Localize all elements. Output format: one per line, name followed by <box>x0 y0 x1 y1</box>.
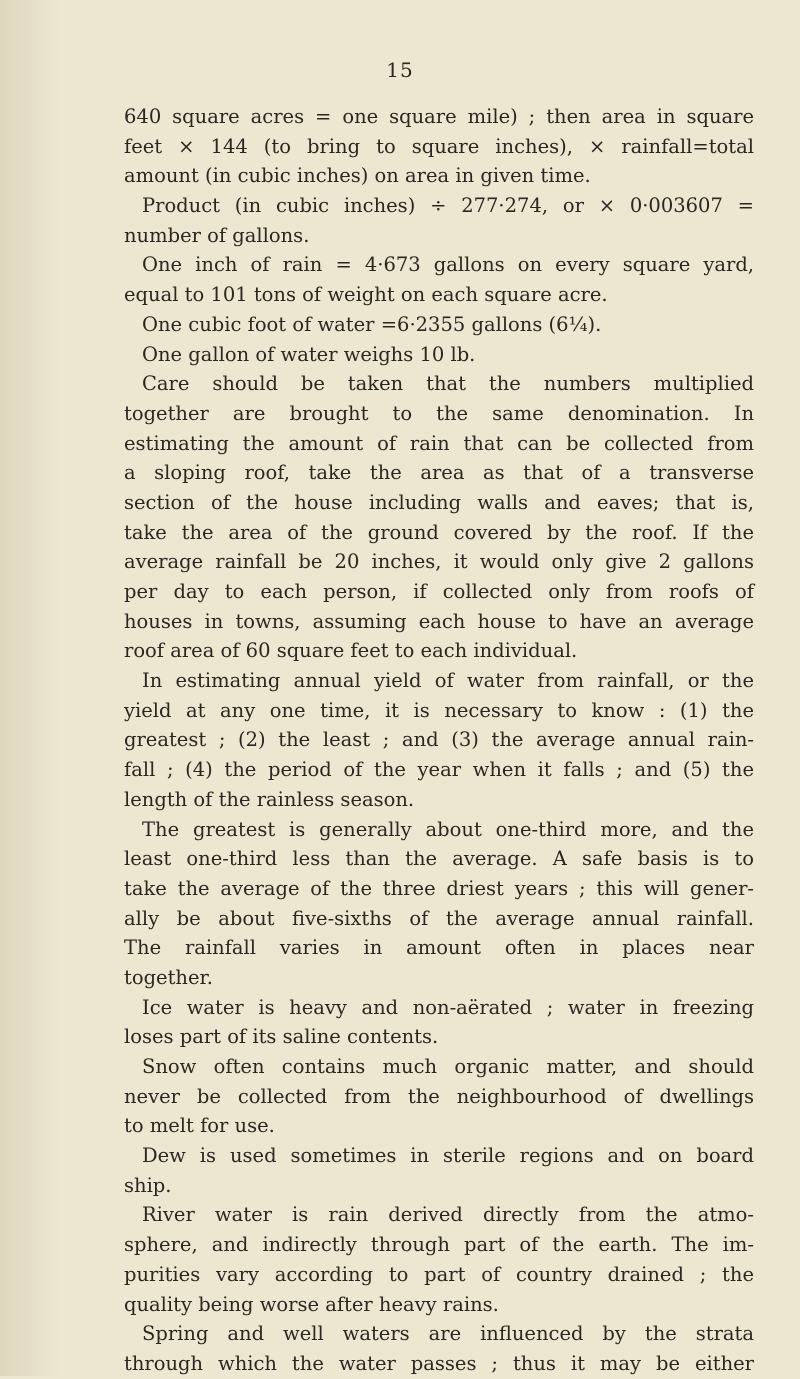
text-line: greatest ; (2) the least ; and (3) the average annual rain- <box>124 728 754 752</box>
text-line: sphere, and indirectly through part of the earth. The im- <box>124 1233 754 1257</box>
text-line: yield at any one time, it is necessary to know : (1) the <box>124 698 754 722</box>
text-line: purities vary according to part of country drained ; the <box>124 1262 754 1286</box>
text-line: feet × 144 (to bring to square inches), × rainfall=total <box>124 134 754 158</box>
text-line: Care should be taken that the numbers multiplied <box>142 372 754 396</box>
text-line: roof area of 60 square feet to each individual. <box>124 639 578 663</box>
text-line: River water is rain derived directly from the atmo- <box>142 1203 754 1227</box>
text-line: 640 square acres = one square mile) ; then area in square <box>124 105 754 128</box>
text-line: ally be about five-sixths of the average annual rainfall. <box>124 906 754 930</box>
text-line: The greatest is generally about one-third more, and the <box>142 817 754 841</box>
text-line: fall ; (4) the period of the year when it falls ; and (5) the <box>124 758 754 782</box>
text-line: estimating the amount of rain that can be collected from <box>124 431 754 455</box>
text-line: Ice water is heavy and non-aërated ; water in freezing <box>142 995 754 1019</box>
text-line: take the area of the ground covered by the roof. If the <box>124 520 754 544</box>
body-text <box>124 102 754 1379</box>
text-line: average rainfall be 20 inches, it would only give 2 gallons <box>124 550 754 574</box>
text-line: take the average of the three driest years ; this will gener- <box>124 876 754 900</box>
text-line: together. <box>124 965 213 989</box>
text-line: Dew is used sometimes in sterile regions and on board <box>142 1144 754 1168</box>
page-fold-shadow <box>0 0 60 1376</box>
text-line: length of the rainless season. <box>124 787 415 811</box>
text-line: One cubic foot of water =6·2355 gallons (6¼). <box>142 312 602 336</box>
text-line: quality being worse after heavy rains. <box>124 1292 499 1316</box>
text-line: section of the house including walls and eaves; that is, <box>124 490 754 514</box>
text-line: The rainfall varies in amount often in places near <box>124 936 754 960</box>
text-line: equal to 101 tons of weight on each square acre. <box>124 283 608 307</box>
text-line: loses part of its saline contents. <box>124 1025 439 1049</box>
text-line: amount (in cubic inches) on area in given time. <box>124 164 591 188</box>
text-line: per day to each person, if collected only from roofs of <box>124 580 754 603</box>
text-line: Snow often contains much organic matter, and should <box>142 1055 754 1078</box>
text-line: to melt for use. <box>124 1114 275 1138</box>
text-line: Spring and well waters are influenced by the strata <box>142 1322 754 1346</box>
text-line: through which the water passes ; thus it may be either <box>124 1351 754 1375</box>
text-line: a sloping roof, take the area as that of a transverse <box>124 461 754 485</box>
text-line: ship. <box>124 1173 172 1197</box>
text-line: One inch of rain = 4·673 gallons on every square yard, <box>142 253 754 277</box>
text-line: together are brought to the same denomination. In <box>124 401 754 425</box>
text-line: In estimating annual yield of water from rainfall, or the <box>142 669 754 693</box>
text-line: Product (in cubic inches) ÷ 277·274, or × 0·003607 = <box>142 194 754 218</box>
text-line: One gallon of water weighs 10 lb. <box>142 342 476 366</box>
text-line: number of gallons. <box>124 223 310 247</box>
text-line: houses in towns, assuming each house to have an average <box>124 609 754 633</box>
text-line: never be collected from the neighbourhood of dwellings <box>124 1084 754 1108</box>
page-number: 15 <box>386 58 414 82</box>
text-line: least one-third less than the average. A safe basis is to <box>124 847 754 871</box>
